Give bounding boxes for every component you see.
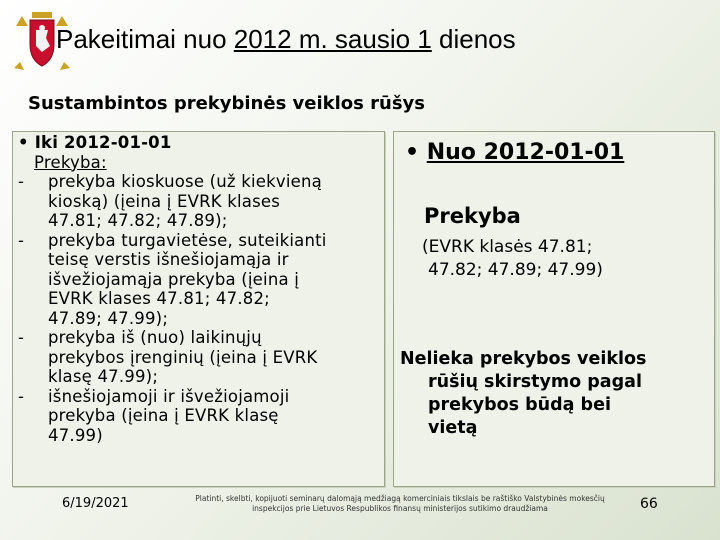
list-item: išnešiojamoji ir išvežiojamoji [48, 386, 290, 406]
list-item: išvežiojamąja prekyba (įeina į [48, 269, 300, 289]
list-item: 47.89; 47.99); [48, 308, 169, 328]
list-item: prekybos įrenginių (įeina į EVRK [48, 347, 318, 367]
prekyba-label: Prekyba: [34, 152, 107, 172]
list-item: teisę verstis išnešiojamąja ir [48, 250, 289, 269]
list-item: kioską) (įeina į EVRK klases [48, 191, 281, 211]
list-item: prekyba kioskuose (už kiekvieną [48, 172, 322, 191]
list-item: 47.81; 47.82; 47.89); [48, 211, 228, 230]
list-item: EVRK klases 47.81; 47.82; [48, 289, 270, 308]
subtitle: Sustambintos prekybinės veiklos rūšys [28, 93, 426, 114]
list-item: 47.99) [48, 425, 103, 445]
left-heading: • Iki 2012-01-01 [18, 133, 172, 152]
right-classes: (EVRK klasės 47.81; 47.82; 47.89; 47.99) [422, 237, 603, 280]
list-item: prekyba turgavietėse, suteikianti [48, 230, 327, 250]
page-number: 66 [640, 496, 658, 512]
page-title: Pakeitimai nuo 2012 m. sausio 1 dienos [56, 24, 516, 54]
right-prekyba: Prekyba [424, 204, 521, 228]
list-item: prekyba iš (nuo) laikinųjų [48, 328, 262, 347]
right-heading: • Nuo 2012-01-01 [405, 140, 625, 165]
right-note: Nelieka prekybos veiklos rūšių skirstymo pagal prekybos būdą bei vietą [400, 349, 647, 438]
footer-note: Platinti, skelbti, kopijuoti seminarų dalomąją medžiagą komerciniais tikslais be raštiško Valstybinės mokesčių inspekcijos prie Lietuvos Respublikos finansų ministerijos sutikimo draudžiama [195, 494, 605, 513]
list-item: klasę 47.99); [48, 367, 159, 386]
list-item: prekyba (įeina į EVRK klasę [48, 406, 279, 425]
left-content: • Iki 2012-01-01 Prekyba: - prekyba kioskuose (už kiekvieną kioską) (įeina į EVRK klases 47.81; 47.82; 47.89); - prekyba turgavietėse, suteikianti teisę verstis išnešiojamąja ir išvežiojamąja prekyba (įeina į EVRK klases 47.81; 47.82; 47.89; 47.99); - prekyba iš (nuo) laikinųjų prekybos įrenginių (įeina į EVRK klasę 47.99); - išnešiojamoji ir išvežiojamoji prekyba (įeina į EVRK klasę 47.99) [18, 133, 378, 445]
footer-date: 6/19/2021 [62, 496, 129, 511]
